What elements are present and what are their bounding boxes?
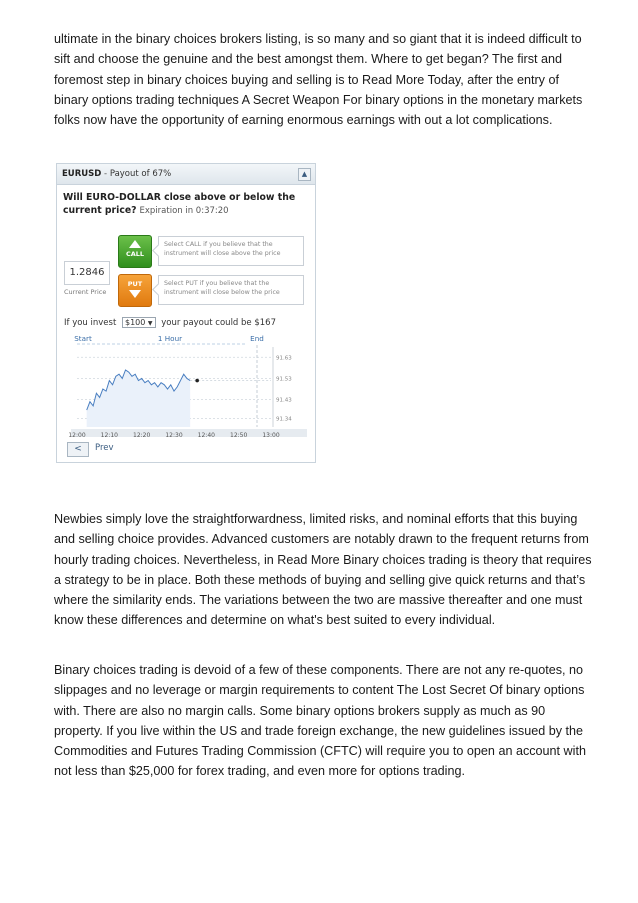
expiration-text: Expiration in 0:37:20	[139, 205, 229, 216]
invest-row	[64, 317, 276, 328]
current-price-value: 1.2846	[64, 261, 110, 285]
x-tick-label: 12:30	[165, 432, 183, 437]
chart-marker-label: Start	[74, 335, 92, 343]
x-tick-label: 12:20	[133, 432, 151, 437]
x-tick-label: 12:00	[68, 432, 86, 437]
collapse-icon[interactable]: ▲	[298, 168, 311, 181]
widget-header: EURUSD - Payout of 67% ▲	[57, 164, 315, 185]
price-chart	[63, 335, 309, 437]
x-tick-label: 12:40	[197, 432, 215, 437]
invest-prefix: If you invest	[64, 318, 117, 328]
paragraph-intro: ultimate in the binary choices brokers listing, is so many and so giant that it is indeed difficult to sift and choose the genuine and the best amongst them. Where to get began? The first and foremost step in binary choices buying and selling is to Read More Today, after the entry of binary options trading techniques A Secret Weapon For binary options in the monetary markets folks now have the opportunity of earning enormous earnings with out a lot complications.	[54, 32, 583, 128]
y-tick-label: 91.63	[276, 355, 292, 362]
call-tooltip: Select CALL if you believe that the instrument will close above the price	[158, 236, 304, 266]
call-button-label: CALL	[125, 250, 145, 258]
x-tick-label: 12:50	[230, 432, 248, 437]
put-button-label: PUT	[127, 280, 143, 288]
payout-text: your payout could be $167	[161, 318, 276, 328]
x-tick-label: 12:10	[100, 432, 118, 437]
invest-amount-value: $100	[125, 318, 146, 327]
put-tooltip: Select PUT if you believe that the instrument will close below the price	[158, 275, 304, 305]
prev-icon[interactable]: <	[67, 442, 89, 457]
question-block	[63, 192, 303, 217]
current-point	[195, 379, 199, 383]
call-button[interactable]	[118, 235, 152, 268]
arrow-down-icon	[129, 290, 141, 298]
chart-marker-label: End	[250, 335, 264, 343]
paragraph-newbies: Newbies simply love the straightforwardness, limited risks, and nominal efforts that this buying and selling choice provides. Advanced customers are notably drawn to the frequent returns from hourly trading choices. Nevertheless, in Read More Binary choices trading is theory that requires a strategy to be in place. Both these methods of buying and selling give quick returns and that’s where the similarity ends. The variations between the two are massive thereafter and one must know these differences and determine on what's best suited to every individual.	[54, 512, 592, 628]
y-tick-label: 91.43	[276, 397, 292, 404]
question-text: Will EURO-DOLLAR close above or below the current price?	[63, 192, 296, 216]
y-tick-label: 91.53	[276, 376, 292, 383]
current-price-label: Current Price	[64, 288, 107, 296]
y-tick-label: 91.34	[276, 416, 292, 423]
payout-label: Payout of 67%	[109, 169, 172, 179]
prev-link[interactable]: Prev	[95, 443, 114, 453]
arrow-up-icon	[129, 240, 141, 248]
binary-option-widget	[56, 163, 316, 463]
paragraph-devoid: Binary choices trading is devoid of a few of these components. There are not any re-quotes, no slippages and no leverage or margin requirements to content The Lost Secret Of binary options with. There are also no margin calls. Some binary options brokers supply as much as 90 property. If you live within the US and trade foreign exchange, the new guidelines issued by the Commodities and Futures Trading Commission (CFTC) will require you to open an account with not less than $25,000 for forex trading, and even more for options trading.	[54, 663, 586, 779]
x-tick-label: 13:00	[262, 432, 280, 437]
put-button[interactable]	[118, 274, 152, 307]
invest-amount-select[interactable]	[122, 317, 156, 328]
chart-marker-label: 1 Hour	[157, 335, 183, 343]
pair-label: EURUSD	[62, 169, 102, 179]
chevron-down-icon: ▼	[147, 320, 153, 327]
